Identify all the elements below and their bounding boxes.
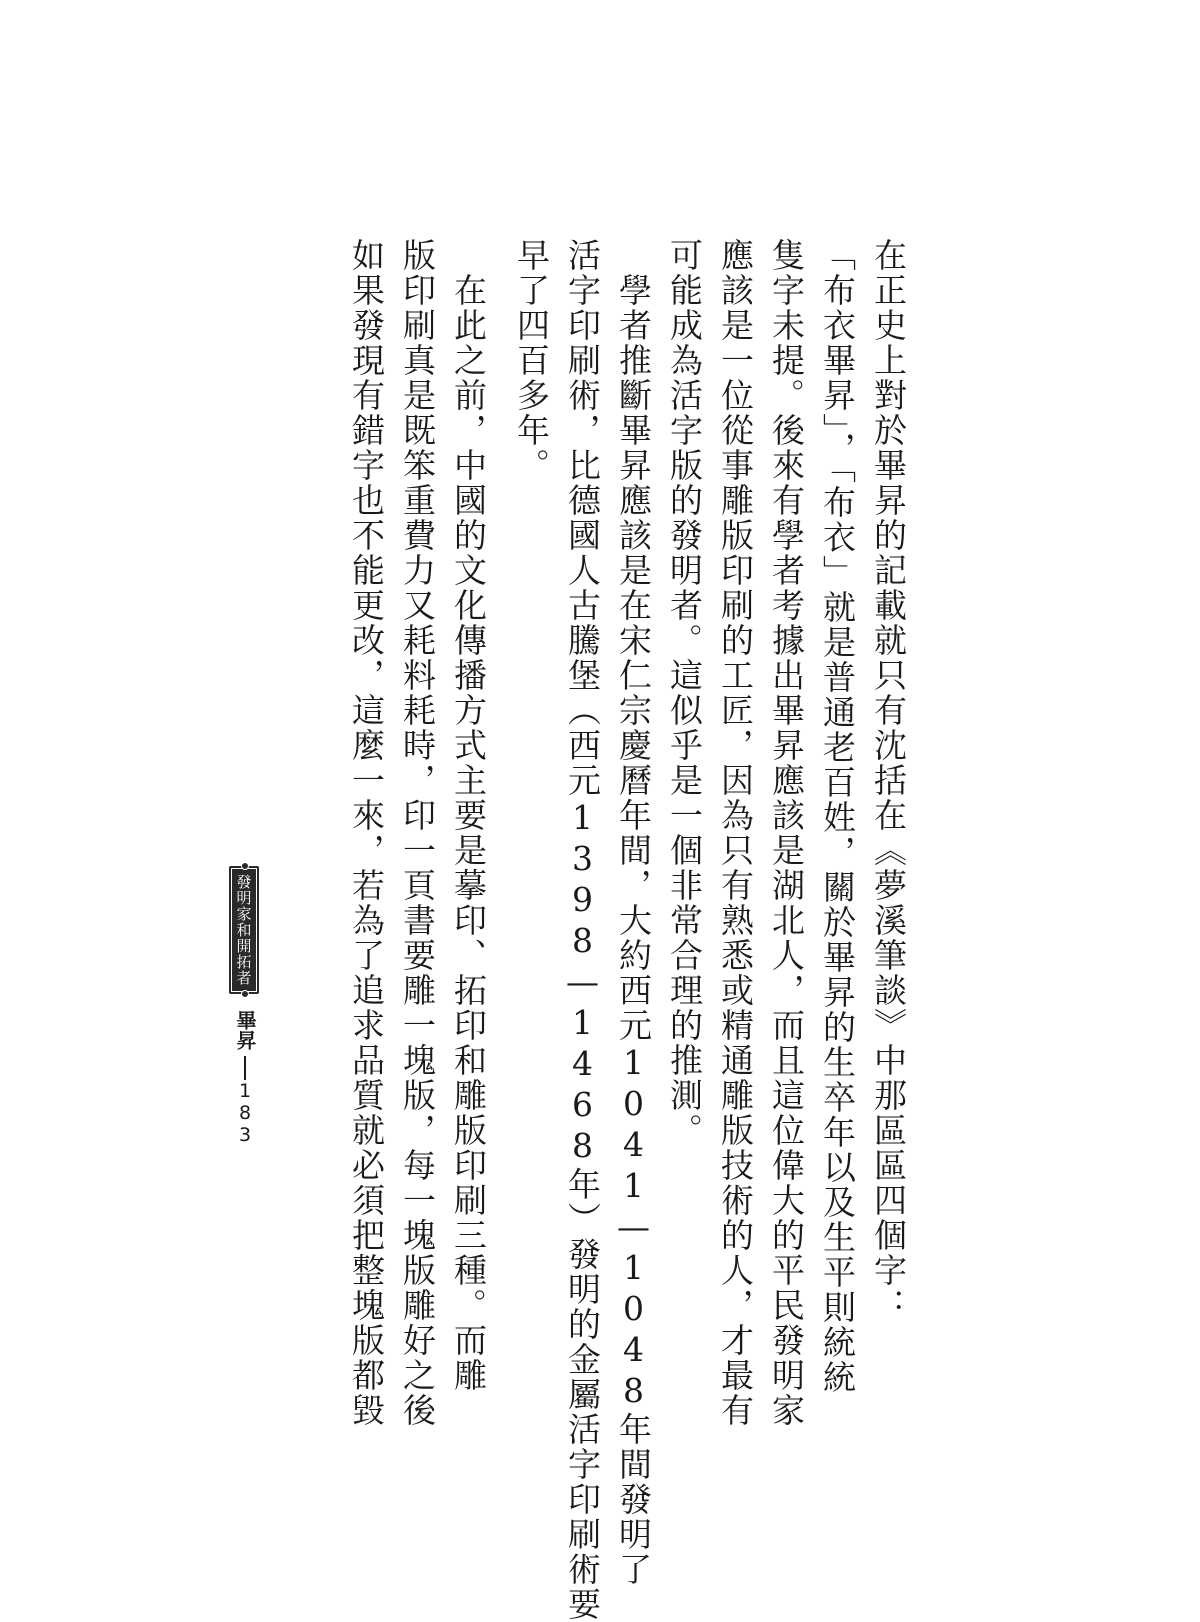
tab-ornament bbox=[241, 990, 249, 998]
text-column: 應該是一位從事雕版印刷的工匠，因為只有熟悉或精通雕版技術的人，才最有 bbox=[716, 238, 755, 1428]
text-column: 如果發現有錯字也不能更改，這麼一來，若為了追求品質就必須把整塊版都毀 bbox=[347, 238, 386, 1428]
text-column: 在此之前，中國的文化傳播方式主要是摹印、拓印和雕版印刷三種。而雕 bbox=[449, 238, 488, 1393]
series-title-tab bbox=[229, 866, 259, 994]
text-column: 活字印刷術，比德國人古騰堡（西元1398—1468年）發明的金屬活字印刷術要 bbox=[563, 238, 602, 1622]
text-column: 隻字未提。後來有學者考據出畢昇應該是湖北人，而且這位偉大的平民發明家 bbox=[767, 238, 806, 1428]
text-column: 在正史上對於畢昇的記載就只有沈括在《夢溪筆談》中那區區四個字： bbox=[869, 238, 908, 1323]
text-column: 早了四百多年。 bbox=[512, 238, 551, 483]
text-column: 可能成為活字版的發明者。這似乎是一個非常合理的推測。 bbox=[665, 238, 704, 1148]
text-column: 學者推斷畢昇應該是在宋仁宗慶曆年間，大約西元1041—1048年間發明了 bbox=[614, 238, 653, 1587]
page-number: 183 bbox=[234, 1080, 256, 1146]
series-title: 發明家和開拓者 bbox=[234, 874, 253, 986]
text-column: 版印刷真是既笨重費力又耗料耗時，印一頁書要雕一塊版，每一塊版雕好之後 bbox=[398, 238, 437, 1428]
tab-ornament bbox=[241, 862, 249, 870]
chapter-name: 畢昇 bbox=[233, 1010, 257, 1050]
text-column: 「布衣畢昇」，「布衣」就是普通老百姓，關於畢昇的生卒年以及生平則統統 bbox=[818, 238, 857, 1395]
separator-dash bbox=[244, 1056, 246, 1080]
